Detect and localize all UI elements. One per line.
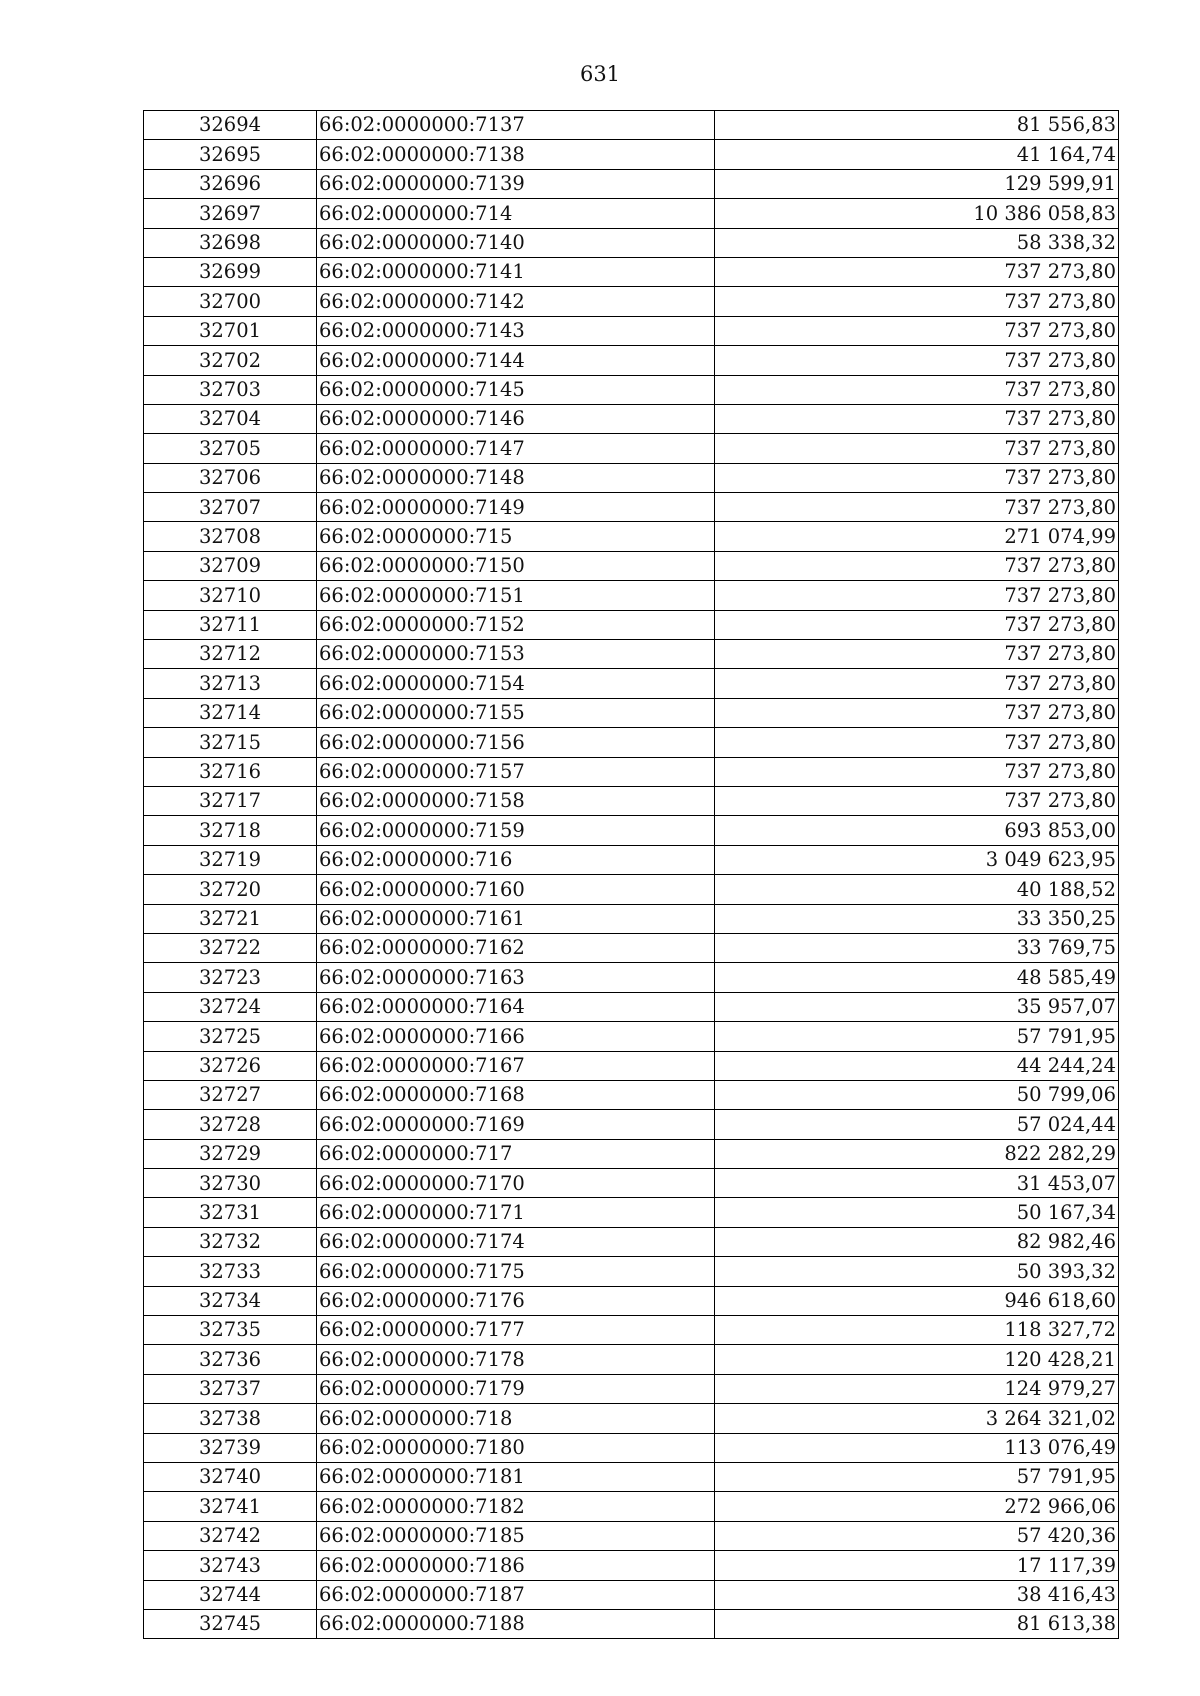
cadastral-number-cell: 66:02:0000000:7174	[317, 1227, 715, 1256]
cadastral-value-cell: 737 273,80	[715, 640, 1119, 669]
row-number-cell: 32719	[144, 845, 317, 874]
cadastral-number-cell: 66:02:0000000:7163	[317, 963, 715, 992]
table-row	[144, 933, 1119, 962]
table-row	[144, 1609, 1119, 1638]
row-number-cell: 32710	[144, 581, 317, 610]
cadastral-number-cell: 66:02:0000000:7181	[317, 1462, 715, 1491]
table-row	[144, 640, 1119, 669]
row-number-cell: 32723	[144, 963, 317, 992]
page-number: 631	[579, 62, 621, 86]
row-number-cell: 32744	[144, 1580, 317, 1609]
row-number-cell: 32699	[144, 257, 317, 286]
row-number-cell: 32725	[144, 1022, 317, 1051]
row-number-cell: 32743	[144, 1551, 317, 1580]
cadastral-number-cell: 66:02:0000000:7171	[317, 1198, 715, 1227]
cadastral-value-cell: 737 273,80	[715, 287, 1119, 316]
cadastral-number-cell: 66:02:0000000:7156	[317, 728, 715, 757]
cadastral-value-cell: 822 282,29	[715, 1139, 1119, 1168]
cadastral-number-cell: 66:02:0000000:7150	[317, 551, 715, 580]
table-row	[144, 1139, 1119, 1168]
cadastral-value-cell: 81 556,83	[715, 111, 1119, 140]
cadastral-number-cell: 66:02:0000000:7137	[317, 111, 715, 140]
cadastral-value-cell: 124 979,27	[715, 1374, 1119, 1403]
row-number-cell: 32742	[144, 1521, 317, 1550]
row-number-cell: 32732	[144, 1227, 317, 1256]
table-row	[144, 581, 1119, 610]
cadastral-value-cell: 737 273,80	[715, 316, 1119, 345]
cadastral-number-cell: 66:02:0000000:7161	[317, 904, 715, 933]
cadastral-number-cell: 66:02:0000000:7155	[317, 698, 715, 727]
row-number-cell: 32700	[144, 287, 317, 316]
cadastral-number-cell: 66:02:0000000:7162	[317, 933, 715, 962]
row-number-cell: 32721	[144, 904, 317, 933]
cadastral-number-cell: 66:02:0000000:7147	[317, 434, 715, 463]
cadastral-number-cell: 66:02:0000000:7187	[317, 1580, 715, 1609]
table-row	[144, 992, 1119, 1021]
row-number-cell: 32736	[144, 1345, 317, 1374]
cadastral-number-cell: 66:02:0000000:7151	[317, 581, 715, 610]
cadastral-number-cell: 66:02:0000000:7142	[317, 287, 715, 316]
row-number-cell: 32733	[144, 1257, 317, 1286]
row-number-cell: 32728	[144, 1110, 317, 1139]
table-row	[144, 728, 1119, 757]
table-row	[144, 1257, 1119, 1286]
row-number-cell: 32701	[144, 316, 317, 345]
cadastral-value-cell: 58 338,32	[715, 228, 1119, 257]
row-number-cell: 32717	[144, 786, 317, 815]
cadastral-number-cell: 66:02:0000000:7175	[317, 1257, 715, 1286]
cadastral-value-cell: 946 618,60	[715, 1286, 1119, 1315]
row-number-cell: 32734	[144, 1286, 317, 1315]
table-row	[144, 228, 1119, 257]
cadastral-value-cell: 271 074,99	[715, 522, 1119, 551]
table-body	[144, 111, 1119, 1639]
cadastral-value-cell: 693 853,00	[715, 816, 1119, 845]
row-number-cell: 32705	[144, 434, 317, 463]
row-number-cell: 32741	[144, 1492, 317, 1521]
row-number-cell: 32697	[144, 199, 317, 228]
cadastral-value-cell: 38 416,43	[715, 1580, 1119, 1609]
row-number-cell: 32716	[144, 757, 317, 786]
row-number-cell: 32735	[144, 1316, 317, 1345]
cadastral-value-cell: 57 024,44	[715, 1110, 1119, 1139]
cadastral-value-cell: 737 273,80	[715, 786, 1119, 815]
table-row	[144, 904, 1119, 933]
row-number-cell: 32711	[144, 610, 317, 639]
cadastral-value-cell: 40 188,52	[715, 875, 1119, 904]
cadastral-value-cell: 737 273,80	[715, 346, 1119, 375]
table-row	[144, 1022, 1119, 1051]
table-row	[144, 169, 1119, 198]
cadastral-value-cell: 82 982,46	[715, 1227, 1119, 1256]
cadastral-value-cell: 737 273,80	[715, 434, 1119, 463]
table-row	[144, 1080, 1119, 1109]
cadastral-value-cell: 737 273,80	[715, 757, 1119, 786]
table-row	[144, 1374, 1119, 1403]
row-number-cell: 32722	[144, 933, 317, 962]
cadastral-value-cell: 737 273,80	[715, 493, 1119, 522]
cadastral-value-cell: 737 273,80	[715, 551, 1119, 580]
cadastral-value-cell: 737 273,80	[715, 581, 1119, 610]
cadastral-number-cell: 66:02:0000000:715	[317, 522, 715, 551]
cadastral-value-cell: 35 957,07	[715, 992, 1119, 1021]
cadastral-value-table	[143, 110, 1119, 1639]
table-row	[144, 845, 1119, 874]
cadastral-number-cell: 66:02:0000000:7176	[317, 1286, 715, 1315]
cadastral-value-cell: 50 393,32	[715, 1257, 1119, 1286]
cadastral-number-cell: 66:02:0000000:7185	[317, 1521, 715, 1550]
cadastral-value-cell: 17 117,39	[715, 1551, 1119, 1580]
row-number-cell: 32696	[144, 169, 317, 198]
cadastral-number-cell: 66:02:0000000:718	[317, 1404, 715, 1433]
cadastral-value-cell: 272 966,06	[715, 1492, 1119, 1521]
row-number-cell: 32739	[144, 1433, 317, 1462]
cadastral-number-cell: 66:02:0000000:7153	[317, 640, 715, 669]
cadastral-value-cell: 737 273,80	[715, 698, 1119, 727]
table-row	[144, 1110, 1119, 1139]
row-number-cell: 32731	[144, 1198, 317, 1227]
cadastral-number-cell: 66:02:0000000:7144	[317, 346, 715, 375]
table-row	[144, 786, 1119, 815]
row-number-cell: 32738	[144, 1404, 317, 1433]
cadastral-number-cell: 66:02:0000000:7168	[317, 1080, 715, 1109]
table-row	[144, 1404, 1119, 1433]
cadastral-number-cell: 66:02:0000000:7169	[317, 1110, 715, 1139]
table-row	[144, 375, 1119, 404]
cadastral-value-cell: 57 420,36	[715, 1521, 1119, 1550]
table-row	[144, 257, 1119, 286]
table-row	[144, 610, 1119, 639]
cadastral-number-cell: 66:02:0000000:7180	[317, 1433, 715, 1462]
cadastral-number-cell: 66:02:0000000:7157	[317, 757, 715, 786]
cadastral-value-cell: 48 585,49	[715, 963, 1119, 992]
row-number-cell: 32727	[144, 1080, 317, 1109]
cadastral-value-cell: 50 167,34	[715, 1198, 1119, 1227]
row-number-cell: 32703	[144, 375, 317, 404]
cadastral-number-cell: 66:02:0000000:7159	[317, 816, 715, 845]
row-number-cell: 32698	[144, 228, 317, 257]
cadastral-number-cell: 66:02:0000000:7158	[317, 786, 715, 815]
table-row	[144, 1345, 1119, 1374]
row-number-cell: 32707	[144, 493, 317, 522]
row-number-cell: 32729	[144, 1139, 317, 1168]
table-row	[144, 346, 1119, 375]
cadastral-number-cell: 66:02:0000000:7148	[317, 463, 715, 492]
cadastral-number-cell: 66:02:0000000:7149	[317, 493, 715, 522]
row-number-cell: 32726	[144, 1051, 317, 1080]
cadastral-value-cell: 737 273,80	[715, 669, 1119, 698]
cadastral-number-cell: 66:02:0000000:7139	[317, 169, 715, 198]
cadastral-number-cell: 66:02:0000000:714	[317, 199, 715, 228]
cadastral-number-cell: 66:02:0000000:7140	[317, 228, 715, 257]
table-row	[144, 875, 1119, 904]
row-number-cell: 32704	[144, 404, 317, 433]
table-row	[144, 1551, 1119, 1580]
cadastral-value-cell: 57 791,95	[715, 1462, 1119, 1491]
row-number-cell: 32708	[144, 522, 317, 551]
table-row	[144, 1227, 1119, 1256]
row-number-cell: 32718	[144, 816, 317, 845]
row-number-cell: 32730	[144, 1169, 317, 1198]
table-row	[144, 1492, 1119, 1521]
cadastral-number-cell: 66:02:0000000:7152	[317, 610, 715, 639]
cadastral-number-cell: 66:02:0000000:7145	[317, 375, 715, 404]
row-number-cell: 32713	[144, 669, 317, 698]
table-row	[144, 1462, 1119, 1491]
table-row	[144, 669, 1119, 698]
cadastral-number-cell: 66:02:0000000:7138	[317, 140, 715, 169]
table-row	[144, 287, 1119, 316]
row-number-cell: 32715	[144, 728, 317, 757]
row-number-cell: 32694	[144, 111, 317, 140]
cadastral-value-cell: 737 273,80	[715, 610, 1119, 639]
cadastral-value-cell: 81 613,38	[715, 1609, 1119, 1638]
table-row	[144, 1169, 1119, 1198]
cadastral-number-cell: 66:02:0000000:7186	[317, 1551, 715, 1580]
table-row	[144, 963, 1119, 992]
table-row	[144, 1316, 1119, 1345]
row-number-cell: 32712	[144, 640, 317, 669]
table-row	[144, 551, 1119, 580]
table-row	[144, 1198, 1119, 1227]
cadastral-value-cell: 120 428,21	[715, 1345, 1119, 1374]
cadastral-value-cell: 737 273,80	[715, 728, 1119, 757]
cadastral-number-cell: 66:02:0000000:7178	[317, 1345, 715, 1374]
cadastral-value-cell: 33 350,25	[715, 904, 1119, 933]
cadastral-value-cell: 737 273,80	[715, 375, 1119, 404]
table-row	[144, 1051, 1119, 1080]
table-row	[144, 463, 1119, 492]
cadastral-value-cell: 118 327,72	[715, 1316, 1119, 1345]
table-row	[144, 1521, 1119, 1550]
cadastral-value-cell: 737 273,80	[715, 404, 1119, 433]
table-row	[144, 1580, 1119, 1609]
cadastral-number-cell: 66:02:0000000:7177	[317, 1316, 715, 1345]
cadastral-value-cell: 50 799,06	[715, 1080, 1119, 1109]
table-row	[144, 493, 1119, 522]
cadastral-number-cell: 66:02:0000000:7164	[317, 992, 715, 1021]
cadastral-number-cell: 66:02:0000000:7182	[317, 1492, 715, 1521]
cadastral-number-cell: 66:02:0000000:7154	[317, 669, 715, 698]
table-row	[144, 434, 1119, 463]
cadastral-value-cell: 33 769,75	[715, 933, 1119, 962]
cadastral-number-cell: 66:02:0000000:716	[317, 845, 715, 874]
table-row	[144, 140, 1119, 169]
row-number-cell: 32740	[144, 1462, 317, 1491]
table-row	[144, 1286, 1119, 1315]
cadastral-value-cell: 737 273,80	[715, 463, 1119, 492]
table-row	[144, 816, 1119, 845]
table-row	[144, 698, 1119, 727]
cadastral-value-cell: 3 049 623,95	[715, 845, 1119, 874]
table-row	[144, 111, 1119, 140]
cadastral-number-cell: 66:02:0000000:7179	[317, 1374, 715, 1403]
row-number-cell: 32724	[144, 992, 317, 1021]
cadastral-number-cell: 66:02:0000000:7143	[317, 316, 715, 345]
row-number-cell: 32737	[144, 1374, 317, 1403]
cadastral-value-cell: 44 244,24	[715, 1051, 1119, 1080]
cadastral-value-cell: 3 264 321,02	[715, 1404, 1119, 1433]
row-number-cell: 32745	[144, 1609, 317, 1638]
cadastral-number-cell: 66:02:0000000:717	[317, 1139, 715, 1168]
cadastral-number-cell: 66:02:0000000:7167	[317, 1051, 715, 1080]
table-row	[144, 757, 1119, 786]
cadastral-number-cell: 66:02:0000000:7188	[317, 1609, 715, 1638]
table-row	[144, 404, 1119, 433]
cadastral-value-cell: 10 386 058,83	[715, 199, 1119, 228]
cadastral-value-cell: 31 453,07	[715, 1169, 1119, 1198]
cadastral-value-cell: 129 599,91	[715, 169, 1119, 198]
row-number-cell: 32720	[144, 875, 317, 904]
row-number-cell: 32706	[144, 463, 317, 492]
cadastral-value-cell: 41 164,74	[715, 140, 1119, 169]
cadastral-number-cell: 66:02:0000000:7170	[317, 1169, 715, 1198]
cadastral-number-cell: 66:02:0000000:7166	[317, 1022, 715, 1051]
table-row	[144, 522, 1119, 551]
table-row	[144, 199, 1119, 228]
cadastral-number-cell: 66:02:0000000:7141	[317, 257, 715, 286]
cadastral-value-cell: 737 273,80	[715, 257, 1119, 286]
table-row	[144, 316, 1119, 345]
row-number-cell: 32714	[144, 698, 317, 727]
cadastral-number-cell: 66:02:0000000:7160	[317, 875, 715, 904]
row-number-cell: 32702	[144, 346, 317, 375]
row-number-cell: 32709	[144, 551, 317, 580]
cadastral-number-cell: 66:02:0000000:7146	[317, 404, 715, 433]
cadastral-value-cell: 113 076,49	[715, 1433, 1119, 1462]
table-row	[144, 1433, 1119, 1462]
cadastral-value-cell: 57 791,95	[715, 1022, 1119, 1051]
row-number-cell: 32695	[144, 140, 317, 169]
